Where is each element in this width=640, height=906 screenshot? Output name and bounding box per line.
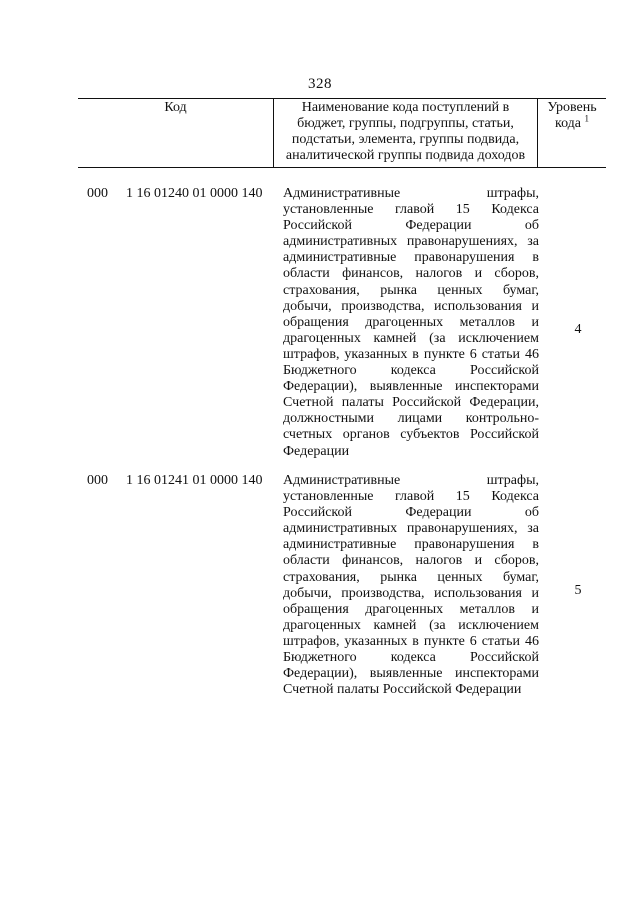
- header-level-line2: [538, 113, 606, 132]
- description-line: административные правонарушения в: [283, 537, 539, 553]
- row-revenue-code: 1 16 01241 01 0000 140: [126, 473, 263, 488]
- description-line: административные правонарушения в: [283, 250, 539, 266]
- row-description: [283, 473, 539, 698]
- description-line: добычи, производства, использования и: [283, 298, 539, 314]
- row-level: 4: [574, 322, 582, 337]
- description-line: страхования, рынка ценных бумаг,: [283, 282, 539, 298]
- description-line: Федерации: [283, 443, 350, 459]
- header-name-line: аналитической группы подвида доходов: [285, 148, 526, 163]
- description-line: установленные главой 15 Кодекса: [283, 489, 539, 505]
- description-line: административных правонарушениях, за: [283, 234, 539, 250]
- header-name-line: Наименование кода поступлений в: [301, 100, 510, 115]
- header-code: Код: [164, 100, 187, 115]
- description-line: добычи, производства, использования и: [283, 585, 539, 601]
- description-line: счетных органов субъектов Российской: [283, 427, 539, 443]
- header-name-line: бюджет, группы, подгруппы, статьи,: [297, 116, 514, 131]
- row-admin-code: 000: [87, 473, 108, 488]
- description-line: Российской Федерации об: [283, 218, 539, 234]
- description-line: Счетной палаты Российской Федерации: [283, 682, 522, 698]
- header-level-footnote: 1: [584, 113, 590, 124]
- description-line: Бюджетного кодекса Российской: [283, 363, 539, 379]
- description-line: обращения драгоценных металлов и: [283, 601, 539, 617]
- page-number: 328: [308, 76, 332, 92]
- description-line: Счетной палаты Российской Федерации,: [283, 395, 539, 411]
- description-line: административных правонарушениях, за: [283, 521, 539, 537]
- description-line: Федерации), выявленные инспекторами: [283, 666, 539, 682]
- description-line: установленные главой 15 Кодекса: [283, 202, 539, 218]
- description-line: штрафов, указанных в пункте 6 статьи 46: [283, 633, 539, 649]
- header-level: [538, 99, 606, 167]
- description-line: драгоценных камней (за исключением: [283, 617, 539, 633]
- description-line: Российской Федерации об: [283, 505, 539, 521]
- description-line: Административные штрафы,: [283, 473, 539, 488]
- description-line: должностными лицами контрольно-: [283, 411, 539, 427]
- header-name-line: подстатьи, элемента, группы подвида,: [291, 132, 520, 147]
- description-line: области финансов, налогов и сборов,: [283, 266, 539, 282]
- row-level: 5: [574, 583, 582, 598]
- header-level-text: кода: [554, 116, 582, 131]
- row-admin-code: 000: [87, 186, 108, 201]
- description-line: Бюджетного кодекса Российской: [283, 650, 539, 666]
- row-description: [283, 186, 539, 460]
- description-line: Административные штрафы,: [283, 186, 539, 201]
- row-revenue-code: 1 16 01240 01 0000 140: [126, 186, 263, 201]
- description-line: страхования, рынка ценных бумаг,: [283, 569, 539, 585]
- table-header: [78, 98, 606, 168]
- description-line: драгоценных камней (за исключением: [283, 330, 539, 346]
- header-name: [273, 99, 538, 167]
- description-line: области финансов, налогов и сборов,: [283, 553, 539, 569]
- header-level-line1: Уровень: [547, 100, 597, 115]
- description-line: Федерации), выявленные инспекторами: [283, 379, 539, 395]
- description-line: штрафов, указанных в пункте 6 статьи 46: [283, 346, 539, 362]
- description-line: обращения драгоценных металлов и: [283, 314, 539, 330]
